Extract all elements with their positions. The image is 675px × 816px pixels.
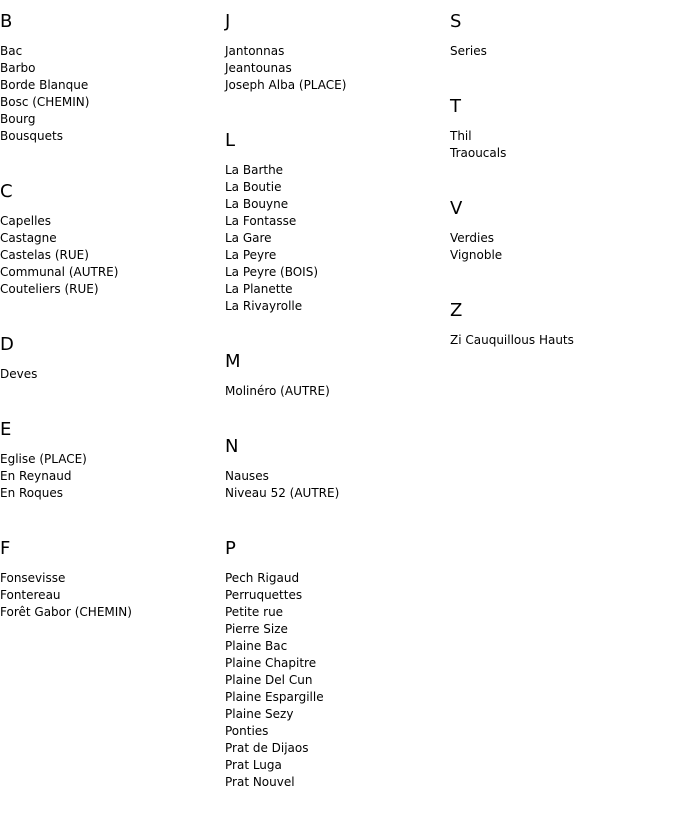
list-item [0,604,220,621]
list-item [225,247,445,264]
list-item [0,485,220,502]
street-list [225,373,445,425]
list-item [225,757,445,774]
letter-heading: T [450,96,461,117]
street-list [0,441,220,527]
letter-group-t [450,85,670,187]
street-list [450,220,670,289]
list-item [0,43,220,60]
street-link-pech-rigaud[interactable]: Pech Rigaud [225,571,300,585]
street-link-la-rivayrolle[interactable]: La Rivayrolle [225,299,303,313]
list-item [225,570,445,587]
street-link-capelles[interactable]: Capelles [0,214,52,228]
street-link-plaine-chapitre[interactable]: Plaine Chapitre [225,656,317,670]
list-item [225,179,445,196]
street-link-jantonnas[interactable]: Jantonnas [225,44,285,58]
street-list [225,33,445,119]
street-link-vignoble[interactable]: Vignoble [450,248,503,262]
letter-heading: P [225,538,236,559]
list-item [225,264,445,281]
letter-heading: B [0,11,13,32]
list-item [225,621,445,638]
letter-heading: N [225,436,239,457]
street-link-castagne[interactable]: Castagne [0,231,57,245]
street-link-traoucals[interactable]: Traoucals [450,146,507,160]
list-item [225,587,445,604]
list-item [0,247,220,264]
letter-heading: V [450,198,463,219]
street-link-plaine-sezy[interactable]: Plaine Sezy [225,707,294,721]
letter-heading: J [225,11,231,32]
list-item [0,111,220,128]
list-item [225,604,445,621]
street-list [450,322,670,374]
index-column [225,0,445,816]
list-item [450,230,670,247]
street-link-castelas-rue[interactable]: Castelas (RUE) [0,248,89,262]
street-link-barbo[interactable]: Barbo [0,61,36,75]
list-item [0,281,220,298]
street-link-couteliers-rue[interactable]: Couteliers (RUE) [0,282,99,296]
letter-group-n [225,425,445,527]
street-link-fonsevisse[interactable]: Fonsevisse [0,571,66,585]
list-item [0,468,220,485]
list-item [225,638,445,655]
letter-group-d [0,323,220,408]
list-item [225,774,445,791]
list-item [450,247,670,264]
street-link-la-barthe[interactable]: La Barthe [225,163,284,177]
street-link-la-planette[interactable]: La Planette [225,282,293,296]
street-link-la-fontasse[interactable]: La Fontasse [225,214,297,228]
street-link-bousquets[interactable]: Bousquets [0,129,63,143]
street-link-borde-blanque[interactable]: Borde Blanque [0,78,89,92]
street-list [225,152,445,340]
list-item [225,213,445,230]
street-link-verdies[interactable]: Verdies [450,231,494,245]
street-link-prat-nouvel[interactable]: Prat Nouvel [225,775,295,789]
list-item [225,740,445,757]
letter-heading: S [450,11,462,32]
street-link-prat-luga[interactable]: Prat Luga [225,758,282,772]
letter-heading: M [225,351,241,372]
street-list [0,560,220,646]
street-link-bourg[interactable]: Bourg [0,112,36,126]
list-item [0,230,220,247]
street-link-zi-cauquillous-hauts[interactable]: Zi Cauquillous Hauts [450,333,574,347]
street-link-la-peyre[interactable]: La Peyre [225,248,277,262]
list-item [0,213,220,230]
letter-group-v [450,187,670,289]
list-item [225,77,445,94]
list-item [0,570,220,587]
street-link-petite-rue[interactable]: Petite rue [225,605,284,619]
street-link-eglise-place[interactable]: Eglise (PLACE) [0,452,87,466]
list-item [0,366,220,383]
letter-group-p [225,527,445,816]
street-link-la-boutie[interactable]: La Boutie [225,180,282,194]
letter-heading: F [0,538,11,559]
list-item [450,43,670,60]
street-link-deves[interactable]: Deves [0,367,38,381]
street-link-molinero-autre[interactable]: Molinéro (AUTRE) [225,384,330,398]
street-link-perruquettes[interactable]: Perruquettes [225,588,303,602]
list-item [225,230,445,247]
list-item [0,77,220,94]
street-link-thil[interactable]: Thil [450,129,472,143]
letter-group-c [0,170,220,323]
street-list [225,560,445,816]
letter-group-b [0,0,220,170]
street-link-en-roques[interactable]: En Roques [0,486,63,500]
street-link-bac[interactable]: Bac [0,44,23,58]
letter-group-s [450,0,670,85]
street-link-series[interactable]: Series [450,44,487,58]
street-link-la-bouyne[interactable]: La Bouyne [225,197,289,211]
letter-group-z [450,289,670,374]
letter-heading: E [0,419,12,440]
list-item [450,145,670,162]
street-link-nauses[interactable]: Nauses [225,469,269,483]
street-list [0,203,220,323]
list-item [225,723,445,740]
list-item [225,485,445,502]
letter-group-f [0,527,220,646]
street-list [0,33,220,170]
list-item [225,672,445,689]
street-list [450,33,670,85]
street-link-communal-autre[interactable]: Communal (AUTRE) [0,265,119,279]
street-link-plaine-bac[interactable]: Plaine Bac [225,639,288,653]
letter-heading: L [225,130,236,151]
letter-group-l [225,119,445,340]
street-link-prat-de-dijaos[interactable]: Prat de Dijaos [225,741,309,755]
street-link-plaine-espargille[interactable]: Plaine Espargille [225,690,324,704]
letter-group-j [225,0,445,119]
letter-heading: C [0,181,13,202]
list-item [225,468,445,485]
street-link-foret-gabor-chemin[interactable]: Forêt Gabor (CHEMIN) [0,605,132,619]
list-item [225,706,445,723]
list-item [225,281,445,298]
list-item [0,451,220,468]
index-column [450,0,670,374]
street-link-joseph-alba-place[interactable]: Joseph Alba (PLACE) [225,78,347,92]
street-list [450,118,670,187]
list-item [0,128,220,145]
street-link-en-reynaud[interactable]: En Reynaud [0,469,72,483]
letter-group-e [0,408,220,527]
list-item [225,60,445,77]
letter-heading: D [0,334,14,355]
list-item [225,655,445,672]
letter-group-m [225,340,445,425]
list-item [225,43,445,60]
list-item [0,60,220,77]
list-item [450,332,670,349]
street-link-ponties[interactable]: Ponties [225,724,269,738]
list-item [225,689,445,706]
street-link-jeantounas[interactable]: Jeantounas [225,61,292,75]
street-link-bosc-chemin[interactable]: Bosc (CHEMIN) [0,95,90,109]
letter-heading: Z [450,300,463,321]
street-link-fontereau[interactable]: Fontereau [0,588,61,602]
list-item [225,162,445,179]
list-item [0,587,220,604]
list-item [225,298,445,315]
index-column [0,0,220,646]
street-link-pierre-size[interactable]: Pierre Size [225,622,288,636]
list-item [0,94,220,111]
list-item [0,264,220,281]
street-list [0,356,220,408]
street-list [225,458,445,527]
street-link-la-gare[interactable]: La Gare [225,231,272,245]
list-item [225,383,445,400]
street-link-niveau-52-autre[interactable]: Niveau 52 (AUTRE) [225,486,340,500]
list-item [450,128,670,145]
list-item [225,196,445,213]
street-link-la-peyre-bois[interactable]: La Peyre (BOIS) [225,265,318,279]
street-link-plaine-del-cun[interactable]: Plaine Del Cun [225,673,313,687]
